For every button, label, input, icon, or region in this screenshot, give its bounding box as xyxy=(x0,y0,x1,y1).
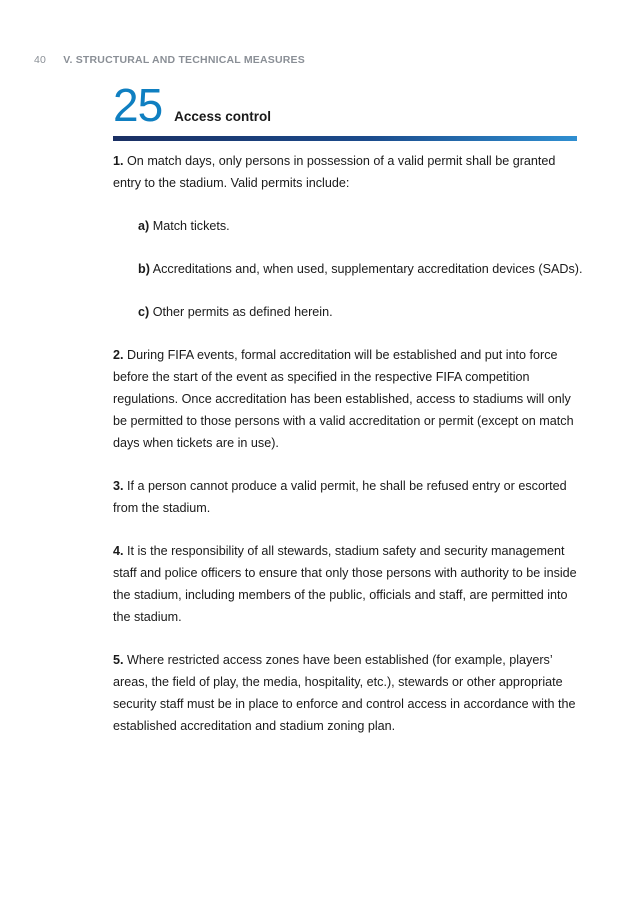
paragraph-marker: 5. xyxy=(113,653,124,667)
paragraph-marker: 1. xyxy=(113,154,124,168)
list-marker: b) xyxy=(138,262,150,276)
list-item-b xyxy=(138,258,583,280)
paragraph-text: During FIFA events, formal accreditation will be established and put into force before the start of the event as specified in the respective FIFA competition regulations. Once accreditation has been established, access to stadiums will only be permitted to those persons with a valid accreditation or permit (except on match days when tickets are in use). xyxy=(113,348,574,450)
paragraph-3 xyxy=(113,475,583,519)
list-text: Accreditations and, when used, supplementary accreditation devices (SADs). xyxy=(149,262,583,276)
article-number: 25 xyxy=(113,79,163,131)
paragraph-4 xyxy=(113,540,583,628)
article-title: Access control xyxy=(174,109,271,124)
list-item-c xyxy=(138,301,583,323)
paragraph-text: On match days, only persons in possession of a valid permit shall be granted entry to the stadium. Valid permits include: xyxy=(113,154,556,190)
paragraph-1 xyxy=(113,150,583,194)
paragraph-marker: 4. xyxy=(113,544,124,558)
list-item-a xyxy=(138,215,583,237)
page-number: 40 xyxy=(34,54,47,66)
paragraph-text: If a person cannot produce a valid permit, he shall be refused entry or escorted from the stadium. xyxy=(113,479,567,515)
list-marker: c) xyxy=(138,305,150,319)
paragraph-marker: 2. xyxy=(113,348,124,362)
article-body xyxy=(113,150,583,758)
paragraph-text: Where restricted access zones have been established (for example, players’ areas, the field of play, the media, hospitality, etc.), stewards or other appropriate security staff must be in place to enforce and control access in accordance with the established accreditation and stadium zoning plan. xyxy=(113,653,576,733)
paragraph-marker: 3. xyxy=(113,479,124,493)
list-text: Other permits as defined herein. xyxy=(149,305,333,319)
paragraph-5 xyxy=(113,649,583,737)
article-heading xyxy=(113,79,577,131)
list-marker: a) xyxy=(138,219,150,233)
heading-rule xyxy=(113,136,577,141)
running-header xyxy=(34,54,305,66)
section-title: V. STRUCTURAL AND TECHNICAL MEASURES xyxy=(63,54,305,66)
list-text: Match tickets. xyxy=(149,219,230,233)
paragraph-2 xyxy=(113,344,583,454)
paragraph-text: It is the responsibility of all stewards, stadium safety and security management staff and police officers to ensure that only those persons with authority to be inside the stadium, including members of the public, officials and staff, are permitted into the stadium. xyxy=(113,544,577,624)
